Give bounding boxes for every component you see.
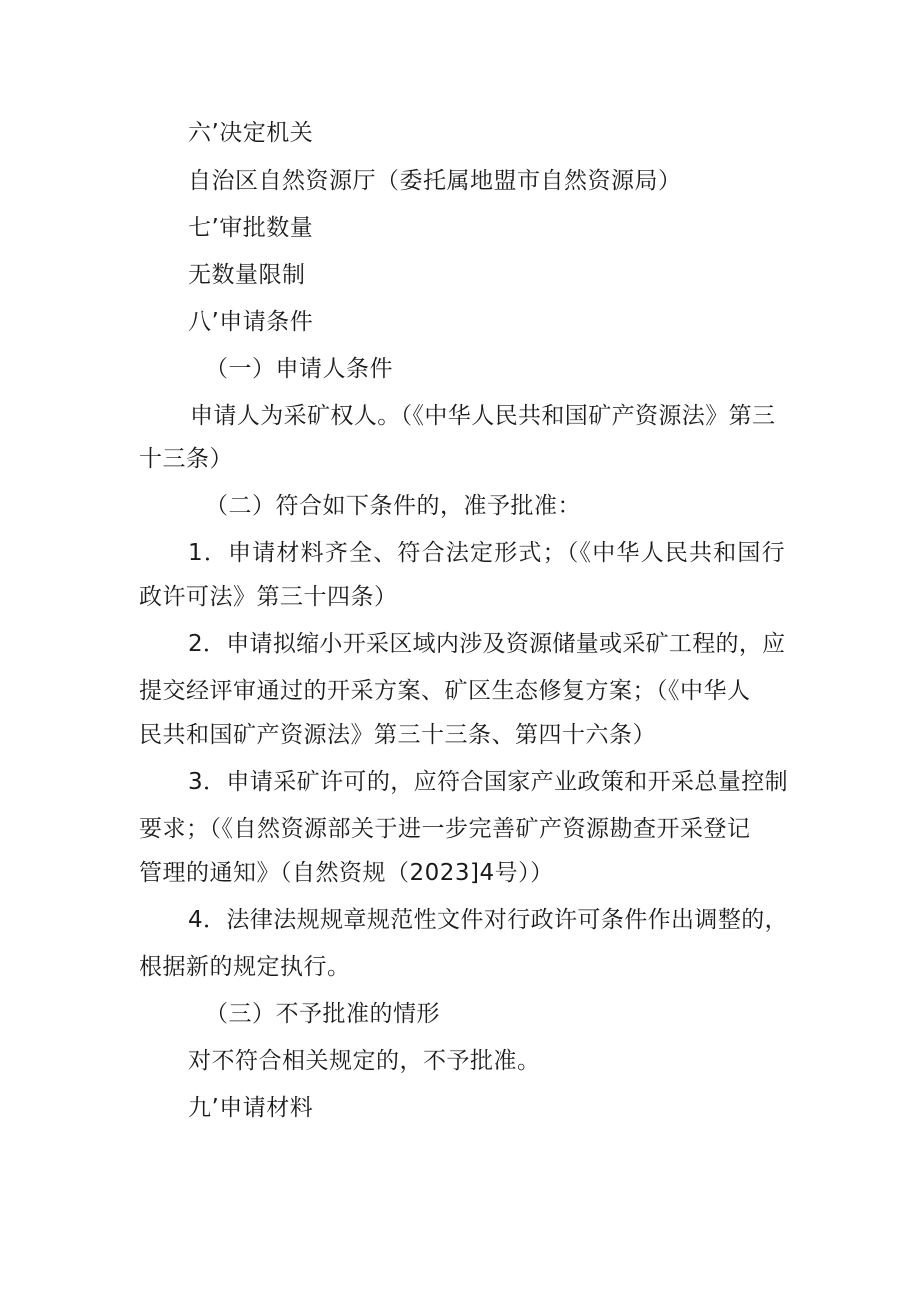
item4-line2: 根据新的规定执行。 <box>139 954 351 980</box>
item1-line1: 1．申请材料齐全、符合法定形式；（《中华人民共和国行 <box>188 540 786 566</box>
item2-line1: 2．申请拟缩小开采区域内涉及资源储量或采矿工程的，应 <box>188 631 786 657</box>
section6-body: 自治区自然资源厅（委托属地盟市自然资源局） <box>188 168 682 194</box>
sub1-line2: 十三条） <box>139 446 233 472</box>
sub3-heading: （三）不予批准的情形 <box>205 1001 440 1027</box>
section8-heading: 八’申请条件 <box>188 309 314 335</box>
sub1-heading: （一）申请人条件 <box>205 356 393 382</box>
section7-body: 无数量限制 <box>188 262 306 288</box>
item2-line3: 民共和国矿产资源法》第三十三条、第四十六条） <box>139 722 656 748</box>
item1-line2: 政许可法》第三十四条） <box>139 584 398 610</box>
sub3-body: 对不符合相关规定的，不予批准。 <box>188 1048 541 1074</box>
item3-line1: 3．申请采矿许可的，应符合国家产业政策和开采总量控制 <box>188 769 789 795</box>
sub2-heading: （二）符合如下条件的，准予批准： <box>205 493 581 519</box>
item4-line1: 4．法律法规规章规范性文件对行政许可条件作出调整的， <box>188 907 789 933</box>
item2-line2: 提交经评审通过的开采方案、矿区生态修复方案；（《中华人 <box>139 678 751 704</box>
section6-heading: 六’决定机关 <box>188 120 314 146</box>
section9-heading: 九’申请材料 <box>188 1095 314 1121</box>
section7-heading: 七’审批数量 <box>188 215 314 241</box>
sub1-line1: 申请人为采矿权人。（《中华人民共和国矿产资源法》第三 <box>190 403 776 429</box>
item3-line3: 管理的通知》（自然资规（2023]4号）） <box>139 860 554 886</box>
item3-line2: 要求；（《自然资源部关于进一步完善矿产资源勘查开采登记 <box>139 816 751 842</box>
